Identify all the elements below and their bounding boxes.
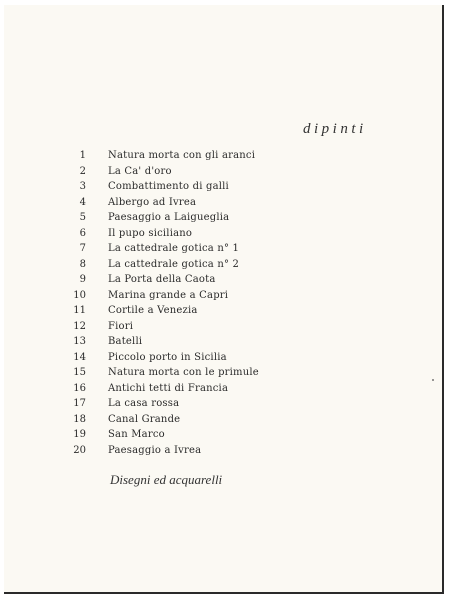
section-heading-dipinti: dipinti [303, 121, 367, 137]
toc-entry-title: Marina grande a Capri [108, 289, 229, 301]
toc-entry-number: 19 [73, 429, 86, 440]
toc-entry-title: Cortile a Venezia [108, 305, 198, 316]
toc-entry [4, 396, 444, 412]
toc-entry-title: Albergo ad Ivrea [108, 196, 197, 208]
toc-entry [4, 241, 444, 257]
toc-entry-number: 8 [79, 258, 86, 270]
toc-entry [4, 319, 444, 335]
toc-entry-number: 16 [73, 382, 86, 394]
toc-entry-title: Batelli [108, 336, 143, 347]
toc-entry-title: La Ca' d'oro [108, 165, 172, 177]
toc-entry [4, 195, 444, 211]
toc-entry-number: 15 [73, 367, 86, 378]
toc-entry-title: San Marco [108, 429, 165, 440]
toc-entry-number: 1 [79, 150, 86, 161]
toc-entry-title: Paesaggio a Ivrea [108, 444, 202, 456]
toc-entry-number: 7 [79, 243, 86, 254]
toc-entry [4, 148, 444, 164]
toc-entry-number: 20 [73, 444, 86, 456]
toc-entry-title: La cattedrale gotica n° 1 [108, 243, 240, 254]
toc-entry [4, 288, 444, 304]
toc-entry-title: Antichi tetti di Francia [108, 382, 229, 394]
section-heading-disegni: Disegni ed acquarelli [110, 472, 223, 487]
toc-entry-number: 18 [73, 413, 86, 425]
toc-entry-number: 10 [73, 289, 86, 301]
toc-entry-title: Il pupo siciliano [108, 227, 193, 239]
toc-entry-title: Natura morta con gli aranci [108, 150, 256, 161]
toc-entry-title: La Porta della Caota [108, 274, 216, 285]
table-of-contents [4, 148, 444, 458]
toc-entry [4, 164, 444, 180]
toc-entry-title: Combattimento di galli [108, 181, 229, 192]
toc-entry [4, 334, 444, 350]
toc-entry-number: 6 [79, 227, 86, 239]
toc-entry-title: Paesaggio a Laigueglia [108, 212, 230, 223]
toc-entry-title: Canal Grande [108, 413, 181, 425]
toc-entry [4, 427, 444, 443]
toc-entry-number: 14 [73, 351, 86, 363]
toc-entry [4, 365, 444, 381]
toc-entry-number: 3 [79, 181, 86, 192]
toc-entry-number: 11 [73, 305, 86, 316]
toc-entry [4, 179, 444, 195]
toc-entry [4, 257, 444, 273]
toc-entry-number: 4 [79, 196, 86, 208]
toc-entry-title: Fiori [108, 320, 134, 332]
toc-entry-number: 13 [73, 336, 86, 347]
toc-entry-title: Piccolo porto in Sicilia [108, 351, 227, 363]
toc-entry-title: Natura morta con le primule [108, 367, 259, 378]
toc-entry-number: 5 [79, 212, 86, 223]
toc-entry-number: 12 [73, 320, 86, 332]
toc-entry-number: 9 [79, 274, 86, 285]
toc-entry [4, 272, 444, 288]
toc-entry-number: 17 [73, 398, 86, 409]
toc-entry [4, 210, 444, 226]
book-page [4, 5, 444, 594]
page-speck [432, 379, 434, 381]
toc-entry [4, 350, 444, 366]
toc-entry [4, 226, 444, 242]
toc-entry [4, 303, 444, 319]
toc-entry-title: La casa rossa [108, 398, 180, 409]
toc-entry [4, 443, 444, 459]
toc-entry-title: La cattedrale gotica n° 2 [108, 258, 240, 270]
toc-entry-number: 2 [79, 165, 86, 177]
toc-entry [4, 381, 444, 397]
toc-entry [4, 412, 444, 428]
